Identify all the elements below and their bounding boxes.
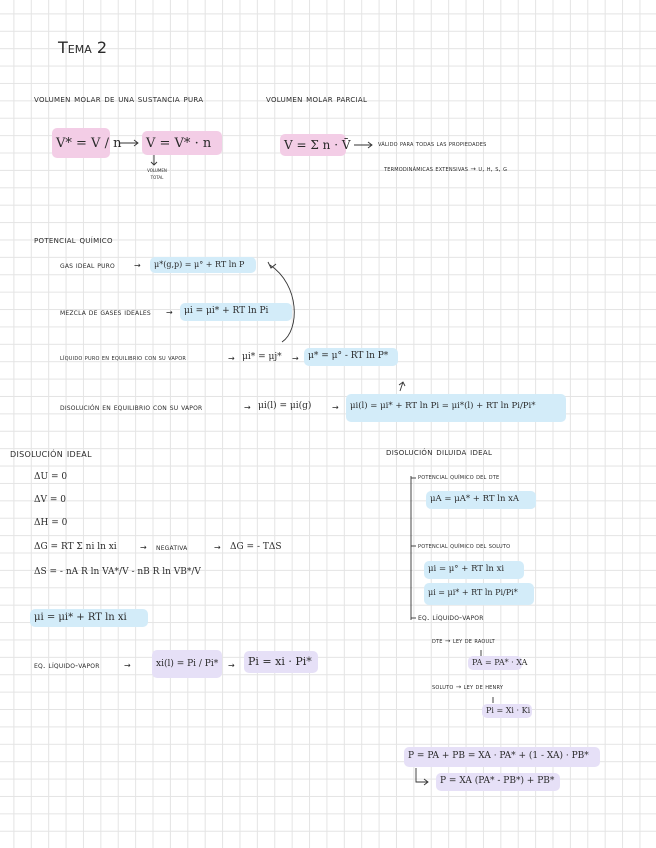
equation-liquido-equilibrio: μi* = μj*	[242, 352, 282, 362]
equation-total-volume: V = V* · n	[146, 136, 212, 151]
equation-presion-total: P = PA + PB = XA · PA* + (1 - XA) · PB*	[408, 751, 589, 761]
arrow-glyph: →	[140, 543, 147, 552]
label-disolucion-equilibrio: disolución en equilibrio con su vapor	[60, 403, 203, 412]
line-du: ΔU = 0	[34, 472, 68, 482]
label-potencial-soluto: potencial químico del soluto	[418, 542, 511, 550]
equation-pi-raoult: Pi = xi · Pi*	[248, 655, 312, 668]
label-eq-liquido-vapor-diluida: eq. líquido-vapor	[418, 613, 484, 622]
arrow-glyph: →	[292, 354, 299, 363]
heading-volumen-molar-pura: volumen molar de una sustancia pura	[34, 94, 204, 105]
arrow-glyph: →	[228, 354, 235, 363]
line-dg-tds: ΔG = - TΔS	[230, 542, 282, 552]
note-extensivas: termodinámicas extensivas → u, h, s, g	[384, 165, 508, 173]
arrow-glyph: →	[332, 403, 339, 412]
equation-mu-ideal: μi = μi* + RT ln xi	[34, 612, 127, 623]
label-ley-henry: soluto → ley de henry	[432, 683, 504, 691]
label-negativa: negativa	[156, 543, 188, 552]
equation-molar-volume: V* = V / n	[56, 136, 122, 151]
equation-ley-henry: Pi = Xi · Ki	[486, 706, 531, 715]
equation-disolucion-equilibrio: μi(l) = μi* + RT ln Pi = μi*(l) + RT ln Pi/Pi*	[350, 401, 536, 411]
equation-xi-liquido: xi(l) = Pi / Pi*	[156, 659, 219, 669]
label-ley-raoult: dte → ley de raoult	[432, 637, 495, 645]
label-gas-ideal-puro: gas ideal puro	[60, 261, 115, 270]
heading-disolucion-ideal: disolución ideal	[10, 447, 92, 460]
equation-mu-dte: μA = μA* + RT ln xA	[430, 494, 520, 504]
arrow-glyph: →	[244, 403, 251, 412]
label-liquido-puro: líquido puro en equilibrio con su vapor	[60, 354, 187, 362]
equation-mezcla-gases: μi = μi* + RT ln Pi	[184, 306, 269, 316]
heading-potencial-quimico: potencial químico	[34, 235, 113, 246]
equation-mu-soluto: μi = μ° + RT ln xi	[428, 564, 505, 574]
equation-disolucion-igualdad: μi(l) = μi(g)	[258, 401, 312, 411]
equation-liquido-puro: μ* = μ° - RT ln P*	[308, 351, 389, 361]
arrow-glyph: →	[228, 661, 235, 670]
line-dh: ΔH = 0	[34, 518, 68, 528]
equation-mu-soluto-presion: μi = μi* + RT ln Pi/Pi*	[428, 588, 518, 597]
arrow-glyph: →	[166, 308, 173, 317]
label-mezcla-gases: mezcla de gases ideales	[60, 308, 151, 317]
arrow-glyph: →	[214, 543, 221, 552]
equation-gas-ideal-puro: μ*(g,p) = μ° + RT ln P	[154, 260, 245, 269]
note-valido: válido para todas las propiedades	[378, 140, 487, 148]
label-eq-liquido-vapor: eq. líquido-vapor	[34, 661, 100, 670]
line-ds: ΔS = - nA R ln VA*/V - nB R ln VB*/V	[34, 567, 201, 577]
note-volumen-total: volumen total	[147, 168, 167, 181]
page-title: Tema 2	[58, 38, 108, 57]
line-dg: ΔG = RT Σ ni ln xi	[34, 542, 117, 552]
label-potencial-dte: potencial químico del dte	[418, 473, 500, 481]
equation-presion-reordenada: P = XA (PA* - PB*) + PB*	[440, 776, 555, 786]
equation-ley-raoult: PA = PA* · XA	[472, 658, 528, 667]
arrow-glyph: →	[124, 661, 131, 670]
equation-partial-volume: V = Σ n · V̄	[284, 138, 351, 152]
line-dv: ΔV = 0	[34, 495, 66, 505]
arrow-glyph: →	[134, 261, 141, 270]
heading-volumen-molar-parcial: volumen molar parcial	[266, 94, 368, 105]
heading-disolucion-diluida: disolución diluida ideal	[386, 447, 493, 458]
